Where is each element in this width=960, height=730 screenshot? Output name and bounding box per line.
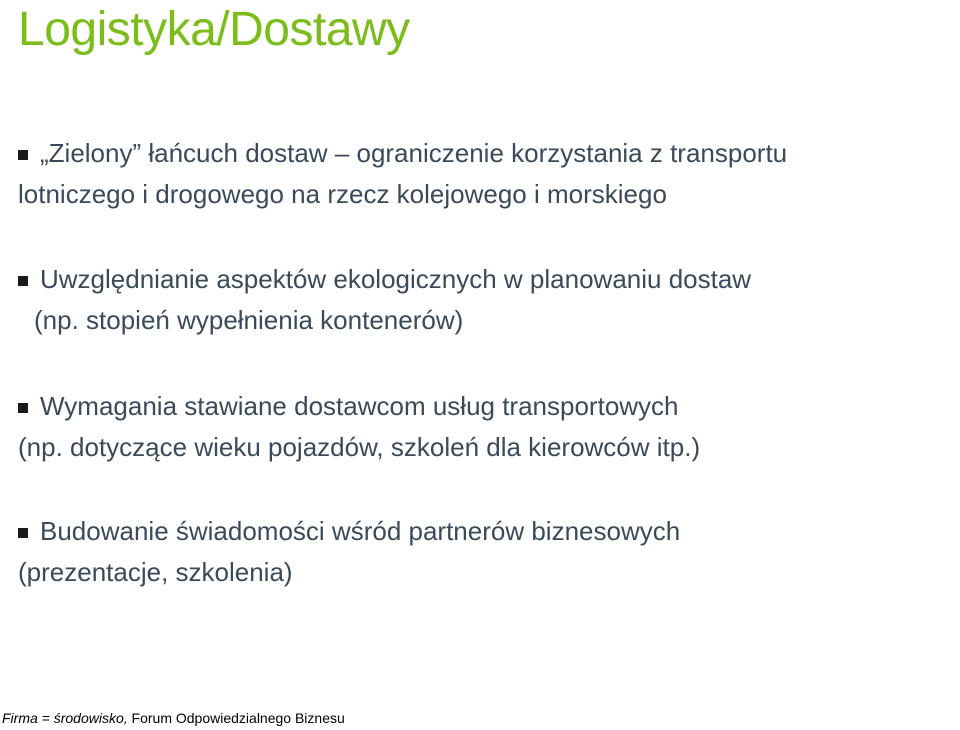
square-bullet-icon bbox=[18, 150, 28, 160]
bullet-text-continuation: lotniczego i drogowego na rzecz kolejowego i morskiego bbox=[18, 179, 667, 209]
bullet-text: Uwzględnianie aspektów ekologicznych w planowaniu dostaw bbox=[40, 264, 752, 294]
bullet-text-continuation: (np. stopień wypełnienia kontenerów) bbox=[34, 305, 464, 335]
bullet-item bbox=[18, 511, 954, 593]
bullet-text: „Zielony” łańcuch dostaw – ograniczenie korzystania z transportu bbox=[40, 138, 788, 168]
bullet-text-continuation: (np. dotyczące wieku pojazdów, szkoleń dla kierowców itp.) bbox=[18, 432, 701, 462]
bullet-first-line bbox=[18, 259, 954, 300]
bullet-first-line bbox=[18, 386, 954, 427]
bullet-item bbox=[18, 133, 954, 215]
bullet-first-line bbox=[18, 133, 954, 174]
bullet-item bbox=[18, 386, 954, 468]
slide-title: Logistyka/Dostawy bbox=[18, 3, 410, 56]
footer-publisher: Forum Odpowiedzialnego Biznesu bbox=[127, 710, 345, 726]
bullet-first-line bbox=[18, 511, 954, 552]
square-bullet-icon bbox=[18, 276, 28, 286]
square-bullet-icon bbox=[18, 403, 28, 413]
square-bullet-icon bbox=[18, 528, 28, 538]
bullet-text: Budowanie świadomości wśród partnerów biznesowych bbox=[40, 516, 681, 546]
footer-publication-title: Firma = środowisko, bbox=[2, 710, 128, 726]
footer-source bbox=[2, 709, 345, 727]
bullet-text: Wymagania stawiane dostawcom usług transportowych bbox=[40, 391, 679, 421]
bullet-text-continuation: (prezentacje, szkolenia) bbox=[18, 557, 293, 587]
bullet-item bbox=[18, 259, 954, 341]
